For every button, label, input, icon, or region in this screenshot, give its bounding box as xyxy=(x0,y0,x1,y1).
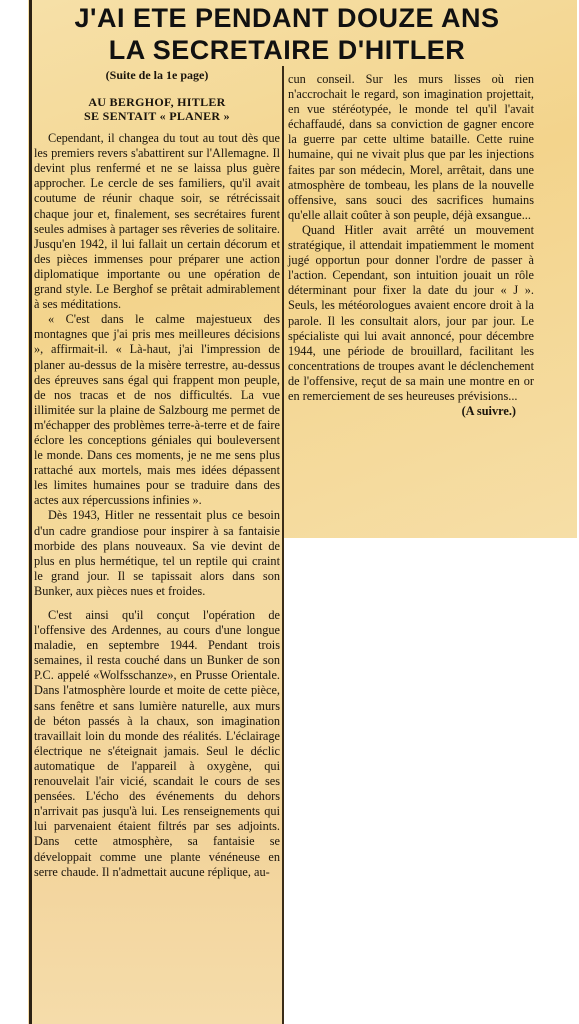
article-headline xyxy=(32,2,542,65)
paragraph: « C'est dans le calme majestueux des montagnes que j'ai pris mes meilleures décisions », affirmait-il. « Là-haut, j'ai l'impression de planer au-dessus de la misère terrestre, au-dessus des épreuves sans égal qui frappent mon peuple, de nos tracas et de nos difficultés. La vue illimitée sur la plaine de Salzbourg me permet de m'échapper des problèmes terre-à-terre et de faire éclore les conceptions géniales qui bouleversent le monde. Dans ces moments, je ne me sens plus rattaché aux mortels, mais mes idées dépassent les limites humaines pour se traduire dans des actes aux répercussions infinies ». xyxy=(34,312,280,508)
paragraph: cun conseil. Sur les murs lisses où rien n'accrochait le regard, son imagination projettait, en vue stéréotypée, le monde tel qu'il l'avait échaffaudé, dans sa conviction de gagner encore la guerre par cette ultime bataille. Cette ruine humaine, qui ne vivait plus que par les injections faites par son médecin, Morel, arrêtait, dans une atmosphère de tombeau, les plans de la nouvelle offensive, sans souci des sacrifices humains qu'elle allait coûter à son peuple, déjà exsangue... xyxy=(288,72,534,222)
section-subheading xyxy=(34,95,280,123)
subheading-line-2: SE SENTAIT « PLANER » xyxy=(84,109,230,124)
paragraph: Dès 1943, Hitler ne ressentait plus ce besoin d'un cadre grandiose pour inspirer à sa fantaisie morbide des plans nouveaux. Sa vie devint de plus en plus hermétique, tel un reptile qui craint le grand jour. Il se tapissait alors dans son Bunker, aux pièces nues et froides. xyxy=(34,508,280,598)
continued-from-note: (Suite de la 1e page) xyxy=(105,68,209,82)
subheading-line-1: AU BERGHOF, HITLER xyxy=(88,95,226,110)
column-rule-left xyxy=(29,0,32,1024)
paragraph: Cependant, il changea du tout au tout dès que les premiers revers s'abattirent sur l'Allemagne. Il devint plus renfermé et ne se laissa plus guère approcher. Le cercle de ses familiers, qu'il avait coutume de réunir chaque soir, se rétrécissait chaque jour et, finalement, ses secrétaires furent seules admises à partager ses rêveries de solitaire. Jusqu'en 1942, il lui fallait un certain décorum et des pièces immenses pour préparer une action diplomatique importante ou une opération de grand style. Le Berghof se prêtait admirablement à ses méditations. xyxy=(34,131,280,312)
article-column-left xyxy=(34,68,280,880)
headline-line-2: LA SECRETAIRE D'HITLER xyxy=(108,35,466,65)
paragraph: Quand Hitler avait arrêté un mouvement stratégique, il attendait impatiemment le moment jugé opportun pour donner l'ordre de passer à l'action. Cependant, son intuition jouait un rôle déterminant pour fixer la date du jour « J ». Seuls, les météorologues avaient encore droit à la parole. Il les consultait alors, jour par jour. Le spécialiste qui lui avait annoncé, pour décembre 1944, une période de brouillard, facilitant les concentrations de troupes avant le déclenchement de l'offensive, reçut de sa main une montre en or en remerciement de ses heureuses prévisions... xyxy=(288,222,534,403)
article-column-right xyxy=(288,72,534,419)
to-be-continued-note: (A suivre.) xyxy=(461,404,516,419)
column-rule-middle xyxy=(282,66,284,1024)
paragraph: C'est ainsi qu'il conçut l'opération de l'offensive des Ardennes, au cours d'une longue maladie, en septembre 1944. Pendant trois semaines, il resta couché dans un Bunker de son P.C. appelé «Wolfsschanze», en Prusse Orientale. Dans l'atmosphère lourde et moite de cette pièce, sans fenêtre et sans lumière naturelle, aux murs de béton passés à la chaux, son imagination travaillait loin du monde des réalités. L'éclairage électrique ne s'éteignait jamais. Seul le déclic automatique de l'appareil à oxygène, qui renouvelait l'air vicié, scandait le cours de ses pensées. L'écho des événements du dehors n'arrivait pas jusqu'à lui. Les renseignements qui lui parvenaient étaient filtrés par ses adjoints. Dans cette atmosphère, sa fantaisie se développait comme une plante vénéneuse en serre chaude. Il n'admettait aucune réplique, au- xyxy=(34,608,280,879)
headline-line-1: J'AI ETE PENDANT DOUZE ANS xyxy=(74,3,500,33)
